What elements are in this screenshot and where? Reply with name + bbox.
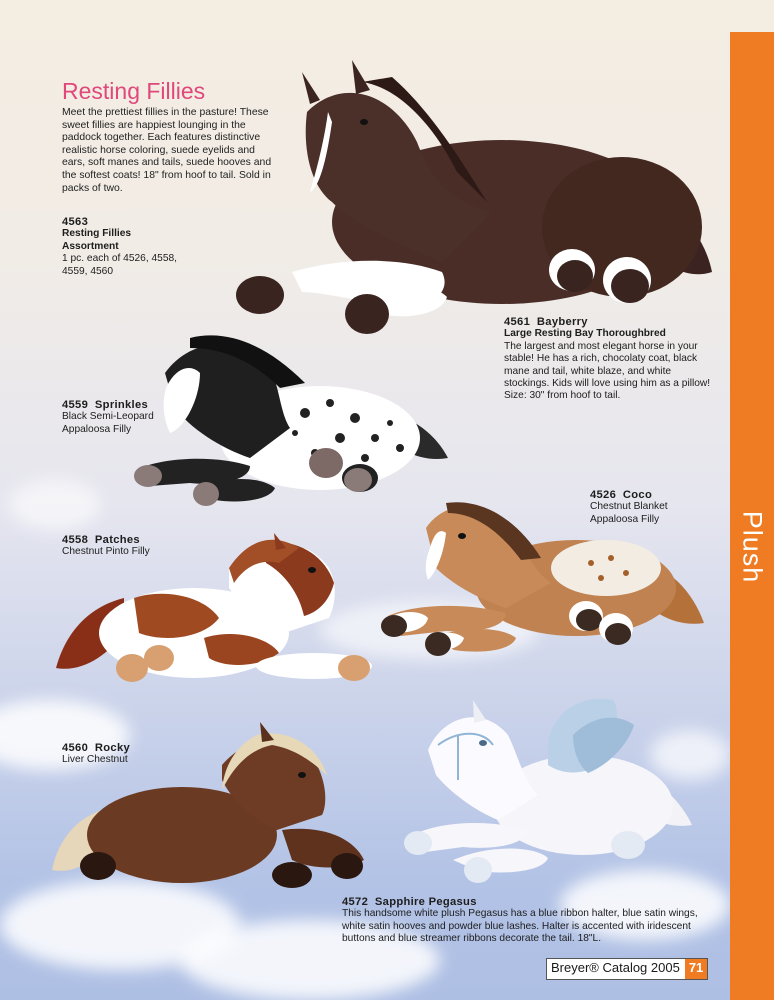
product-name: Coco: [622, 489, 653, 501]
product-code: 4559: [62, 399, 89, 411]
page-number: 71: [685, 959, 707, 979]
section-tab-label: Plush: [737, 510, 768, 584]
product-code: 4560: [62, 742, 89, 754]
caption-assortment: [62, 216, 182, 278]
coco-horse-image: [376, 488, 706, 660]
product-description: 1 pc. each of 4526, 4558, 4559, 4560: [62, 253, 177, 277]
intro-text: Meet the prettiest fillies in the pasture! These sweet fillies are happiest lounging in the paddock together. Each features distinctive realistic horse coloring, suede eyelids and ears, soft manes and tails, suede hooves and the softest coats! 18" from hoof to tail. Sold in packs of two.: [62, 107, 272, 194]
product-name: Sprinkles: [94, 399, 148, 411]
product-code: 4572: [342, 896, 369, 908]
product-description: Black Semi-Leopard Appaloosa Filly: [62, 411, 154, 435]
catalog-footer: [546, 958, 708, 980]
product-subtitle: Large Resting Bay Thoroughbred: [504, 328, 666, 340]
caption-pegasus: [342, 896, 722, 946]
product-name: Sapphire Pegasus: [374, 896, 477, 908]
product-name: Patches: [94, 534, 140, 546]
product-name: Resting Fillies Assortment: [62, 228, 132, 252]
bayberry-horse-image: [232, 52, 718, 342]
product-description: This handsome white plush Pegasus has a blue ribbon halter, blue satin wings, white satin hooves and powder blue lashes. Halter is accented with iridescent buttons and blue streamer ribbons decorate the tail. 18"L.: [342, 908, 698, 945]
product-code: 4561: [504, 316, 531, 328]
patches-horse-image: [54, 528, 376, 688]
catalog-brand: Breyer® Catalog 2005: [551, 960, 680, 975]
rocky-horse-image: [52, 720, 368, 892]
product-name: Bayberry: [536, 316, 588, 328]
product-code: 4563: [62, 216, 89, 228]
product-name: Rocky: [94, 742, 131, 754]
page-title: Resting Fillies: [62, 78, 206, 104]
product-description: Chestnut Blanket Appaloosa Filly: [590, 501, 668, 525]
cloud: [10, 480, 100, 530]
product-code: 4558: [62, 534, 89, 546]
caption-bayberry: [504, 316, 719, 403]
product-description: The largest and most elegant horse in your stable! He has a rich, chocolaty coat, black mane and tail, white blaze, and white stockings. Kids will love using him as a pillow! Size: 30" from hoof to tail.: [504, 340, 711, 402]
product-description: Chestnut Pinto Filly: [62, 546, 150, 558]
product-description: Liver Chestnut: [62, 754, 128, 766]
section-tab: [730, 32, 774, 1000]
pegasus-horse-image: [398, 695, 694, 895]
caption-sprinkles: [62, 399, 182, 436]
product-code: 4526: [590, 489, 617, 501]
